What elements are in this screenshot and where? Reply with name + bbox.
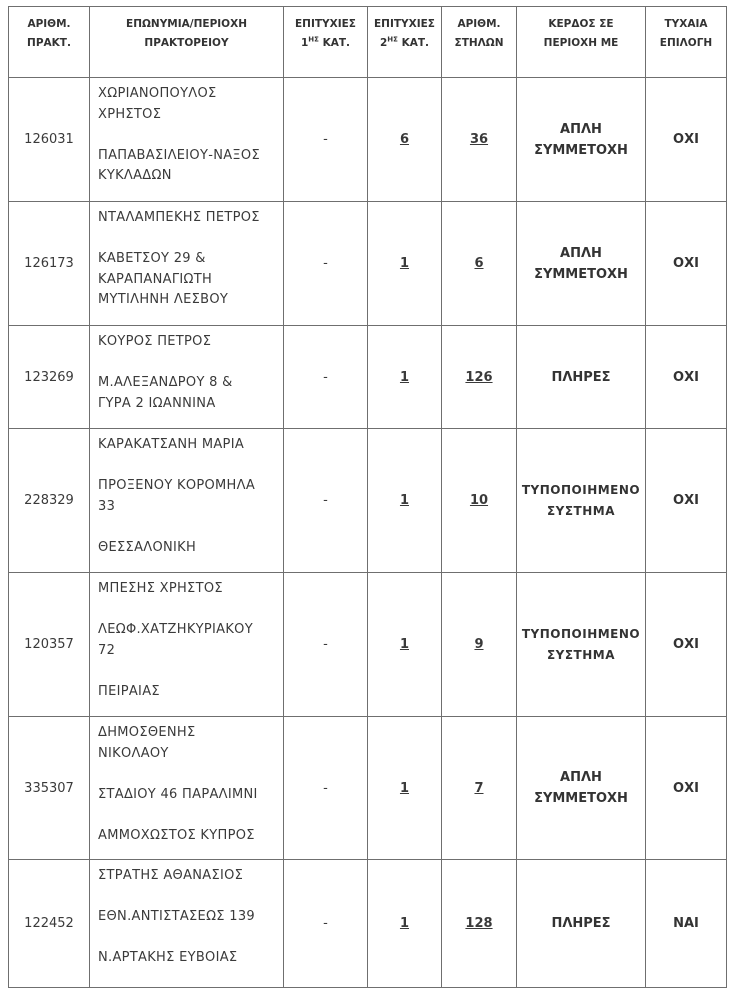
agent-name-line: ΜΠΕΣΗΣ ΧΡΗΣΤΟΣ [98,581,223,596]
agent-name-cell [90,429,284,573]
first-category-cell: - [284,860,368,988]
prize-line: ΣΥΜΜΕΤΟΧΗ [534,791,628,806]
agent-name-line: Ν.ΑΡΤΑΚΗΣ ΕΥΒΟΙΑΣ [98,950,238,965]
second-category-cell[interactable]: 1 [368,202,442,326]
agent-name-line: ΚΑΡΑΠΑΝΑΓΙΩΤΗ [98,271,213,287]
agent-name-line: ΠΑΠΑΒΑΣΙΛΕΙΟΥ-ΝΑΞΟΣ [98,147,260,163]
columns-cell[interactable]: 128 [442,860,517,988]
second-category-cell[interactable]: 1 [368,860,442,988]
agent-name-line [98,928,277,949]
prize-area-cell [517,429,646,573]
header-line: 2 [379,37,388,49]
header-random [646,7,727,78]
header-columns [442,7,517,78]
prize-line: ΑΠΛΗ [560,121,602,137]
random-cell: ΟΧΙ [646,202,727,326]
agent-name-line: ΑΜΜΟΧΩΣΤΟΣ ΚΥΠΡΟΣ [98,827,255,843]
random-cell: ΟΧΙ [646,717,727,860]
prize-line: ΣΥΜΜΕΤΟΧΗ [534,266,628,282]
header-line: ΣΤΗΛΩΝ [454,37,504,49]
random-cell: ΟΧΙ [646,326,727,429]
prize-line: ΠΛΗΡΕΣ [551,369,611,385]
agent-name-cell [90,326,284,429]
second-category-cell[interactable]: 1 [368,573,442,717]
agent-name-line: ΣΤΑΔΙΟΥ 46 ΠΑΡΑΛΙΜΝΙ [98,786,258,802]
columns-cell[interactable]: 126 [442,326,517,429]
first-category-cell: - [284,573,368,717]
agent-name-line: ΔΗΜΟΣΘΕΝΗΣ [98,725,196,740]
prize-line: ΤΥΠΟΠΟΙΗΜΕΝΟ [521,482,641,497]
prize-line: ΣΥΣΤΗΜΑ [546,647,616,662]
second-category-cell[interactable]: 6 [368,78,442,202]
agent-name-line: 72 [98,642,116,658]
agent-name-line: ΣΤΡΑΤΗΣ ΑΘΑΝΑΣΙΟΣ [98,868,244,883]
agent-name-line [98,600,277,621]
agent-name-line: ΧΩΡΙΑΝΟΠΟΥΛΟΣ [98,86,217,101]
second-category-cell[interactable]: 1 [368,326,442,429]
header-first-category [284,7,368,78]
agent-name-line: ΝΙΚΟΛΑΟΥ [98,745,169,761]
header-line: ΚΑΤ. [318,37,351,49]
agent-number-cell: 228329 [9,429,90,573]
second-category-cell[interactable]: 1 [368,717,442,860]
prize-line: ΣΥΜΜΕΤΟΧΗ [534,142,628,158]
header-line: ΕΠΙΛΟΓΗ [659,37,713,49]
agent-name-line: ΘΕΣΣΑΛΟΝΙΚΗ [98,539,197,555]
second-category-cell[interactable]: 1 [368,429,442,573]
agent-name-line [98,805,277,826]
agent-name-line: ΚΑΡΑΚΑΤΣΑΝΗ ΜΑΡΙΑ [98,437,245,452]
first-category-cell: - [284,326,368,429]
prize-line: ΤΥΠΟΠΟΙΗΜΕΝΟ [521,626,641,641]
header-sup: ΗΣ [387,35,398,44]
agent-name-line: ΛΕΩΦ.ΧΑΤΖΗΚΥΡΙΑΚΟΥ [98,622,253,637]
table-row [9,326,727,429]
header-line: ΠΡΑΚΤΟΡΕΙΟΥ [144,37,229,49]
agent-name-line: ΚΑΒΕΤΣΟΥ 29 & [98,251,206,266]
agent-name-cell [90,78,284,202]
header-line: ΕΠΙΤΥΧΙΕΣ [374,18,435,30]
header-sup: ΗΣ [308,35,319,44]
prize-line: ΣΥΣΤΗΜΑ [546,503,616,518]
header-row [9,7,727,78]
agent-name-cell [90,573,284,717]
agent-name-cell [90,717,284,860]
prize-area-cell [517,717,646,860]
first-category-cell: - [284,717,368,860]
agent-name-line [98,517,277,538]
agent-number-cell: 335307 [9,717,90,860]
header-line: ΕΠΩΝΥΜΙΑ/ΠΕΡΙΟΧΗ [126,18,247,30]
header-line: ΚΕΡΔΟΣ ΣΕ [548,18,614,30]
random-cell: ΝΑΙ [646,860,727,988]
table-row [9,573,727,717]
first-category-cell: - [284,78,368,202]
header-line: 1 [300,37,309,49]
agent-name-line [98,456,277,477]
agent-number-cell: 120357 [9,573,90,717]
table-row [9,429,727,573]
random-cell: ΟΧΙ [646,429,727,573]
prize-area-cell [517,860,646,988]
agent-name-line: ΜΥΤΙΛΗΝΗ ΛΕΣΒΟΥ [98,292,229,307]
table-row [9,78,727,202]
agent-name-line: ΚΟΥΡΟΣ ΠΕΤΡΟΣ [98,334,212,349]
prize-area-cell [517,326,646,429]
table-row [9,717,727,860]
random-cell: ΟΧΙ [646,78,727,202]
columns-cell[interactable]: 36 [442,78,517,202]
header-prize-area [517,7,646,78]
prize-line: ΠΛΗΡΕΣ [551,916,611,931]
header-line: ΕΠΙΤΥΧΙΕΣ [295,18,356,30]
agent-name-line [98,353,277,374]
prize-line: ΑΠΛΗ [560,770,602,785]
agent-name-line: ΧΡΗΣΤΟΣ [98,106,162,122]
agent-name-line [98,764,277,785]
agent-name-line: Μ.ΑΛΕΞΑΝΔΡΟΥ 8 & [98,375,233,390]
agent-number-cell: 123269 [9,326,90,429]
header-line: ΠΕΡΙΟΧΗ ΜΕ [543,37,619,49]
columns-cell[interactable]: 9 [442,573,517,717]
agent-name-line [98,887,277,908]
header-line: ΚΑΤ. [397,37,430,49]
header-line: ΤΥΧΑΙΑ [664,18,708,30]
table-row [9,860,727,988]
agent-name-line: ΚΥΚΛΑΔΩΝ [98,168,172,183]
header-agent-number [9,7,90,78]
first-category-cell: - [284,429,368,573]
agent-name-line: ΠΕΙΡΑΙΑΣ [98,683,160,699]
agent-number-cell: 122452 [9,860,90,988]
header-line: ΠΡΑΚΤ. [27,37,71,49]
header-line: ΑΡΙΘΜ. [457,18,501,30]
agent-name-cell [90,860,284,988]
agent-name-line: ΠΡΟΞΕΝΟΥ ΚΟΡΟΜΗΛΑ [98,478,256,493]
prize-line: ΑΠΛΗ [560,245,602,261]
agent-name-line [98,229,277,250]
winners-table [8,6,727,988]
header-second-category [368,7,442,78]
first-category-cell: - [284,202,368,326]
header-line: ΑΡΙΘΜ. [27,18,71,30]
agent-name-line [98,661,277,682]
agent-number-cell: 126173 [9,202,90,326]
columns-cell[interactable]: 10 [442,429,517,573]
agent-name-line: ΓΥΡΑ 2 ΙΩΑΝΝΙΝΑ [98,395,216,411]
prize-area-cell [517,202,646,326]
agent-name-line: 33 [98,498,116,514]
columns-cell[interactable]: 6 [442,202,517,326]
agent-name-line: ΕΘΝ.ΑΝΤΙΣΤΑΣΕΩΣ 139 [98,909,255,924]
table-row [9,202,727,326]
agent-name-line [98,125,277,146]
header-agent-name [90,7,284,78]
agent-name-cell [90,202,284,326]
prize-area-cell [517,573,646,717]
prize-area-cell [517,78,646,202]
random-cell: ΟΧΙ [646,573,727,717]
agent-number-cell: 126031 [9,78,90,202]
columns-cell[interactable]: 7 [442,717,517,860]
agent-name-line: ΝΤΑΛΑΜΠΕΚΗΣ ΠΕΤΡΟΣ [98,210,260,225]
